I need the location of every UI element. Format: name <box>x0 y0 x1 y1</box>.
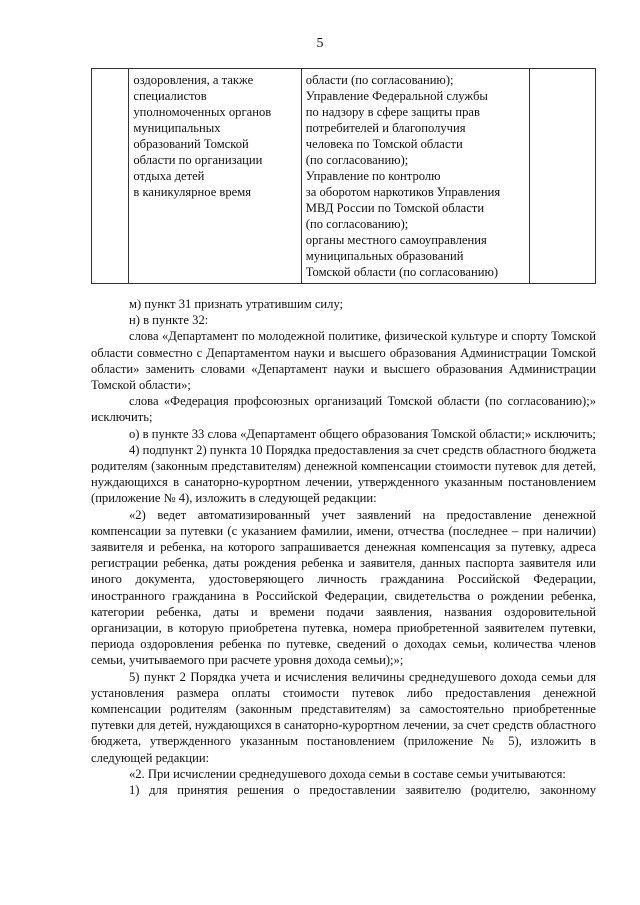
table-cell-line: (по согласованию); <box>305 217 409 231</box>
document-body <box>91 296 596 798</box>
table-cell-line: муниципальных образований <box>305 249 464 263</box>
table-cell-line: отдыха детей <box>133 169 205 183</box>
table-cell-line: Томской области (по согласованию) <box>305 265 499 279</box>
paragraph: м) пункт 31 признать утратившим силу; <box>129 297 344 311</box>
table-cell-line: Управление по контролю <box>305 169 441 183</box>
table-cell-line: в каникулярное время <box>133 185 252 199</box>
paragraph: н) в пункте 32: <box>129 313 209 328</box>
table-row <box>92 69 596 284</box>
paragraph: слова «Федерация профсоюзных организаций Томской области (по согласованию);» исключить; <box>91 394 596 425</box>
table-cell-line: уполномоченных органов <box>133 105 272 119</box>
table-cell-empty-4 <box>530 69 596 284</box>
paragraph: 1) для принятия решения о предоставлении заявителю (родителю, законному <box>129 783 596 798</box>
table-cell-empty-1 <box>92 69 129 284</box>
table-cell-line: органы местного самоуправления <box>305 233 487 247</box>
table-cell-line: оздоровления, а также <box>133 73 254 87</box>
table-cell-activity <box>129 69 301 284</box>
table-cell-line: области (по согласованию); <box>305 73 454 87</box>
table-cell-participants <box>301 69 529 284</box>
paragraph: о) в пункте 33 слова «Департамент общего образования Томской области;» исключить; <box>129 426 596 441</box>
table-cell-line: области по организации <box>133 153 263 167</box>
table-cell-line: МВД России по Томской области <box>305 201 485 215</box>
table-cell-line: образований Томской <box>133 137 249 151</box>
table-cell-line: муниципальных <box>133 121 221 135</box>
table-cell-line: Управление Федеральной службы <box>305 89 488 103</box>
paragraph: 5) пункт 2 Порядка учета и исчисления величины среднедушевого дохода семьи для установления размера оплаты стоимости путевок либо предоставления денежной компенсации родителям (законным представителям) за самостоятельно приобретенные путевки для детей, нуждающихся в санаторно-курортном лечении, за счет средств областного бюджета, утвержденного указанным постановлением (приложение № 5), изложить в следующей редакции: <box>91 669 596 765</box>
table-cell-line: потребителей и благополучия <box>305 121 466 135</box>
paragraph: слова «Департамент по молодежной политике, физической культуре и спорту Томской области совместно с Департаментом науки и высшего образования Администрации Томской области» заменить словами «Департамент науки и высшего образования Администрации Томской области»; <box>91 329 596 393</box>
table-cell-line: человека по Томской области <box>305 137 463 151</box>
paragraph: «2. При исчислении среднедушевого дохода семьи в составе семьи учитываются: <box>129 766 566 781</box>
table-cell-line: (по согласованию); <box>305 153 409 167</box>
table-cell-line: за оборотом наркотиков Управления <box>305 185 501 199</box>
paragraph: 4) подпункт 2) пункта 10 Порядка предоставления за счет средств областного бюджета родителям (законным представителям) денежной компенсации стоимости путевок для детей, нуждающихся в санаторно-курортном лечении, утвержденного указанным постановлением (приложение № 4), изложить в следующей редакции: <box>91 442 596 506</box>
table-cell-line: специалистов <box>133 89 207 103</box>
paragraph: «2) ведет автоматизированный учет заявлений на предоставление денежной компенсации за путевки (с указанием фамилии, имени, отчества (последнее – при наличии) заявителя и ребенка, на которого запрашивается денежная компенсация за путевку, адреса регистрации ребенка, даты рождения ребенка и заявителя, данных паспорта заявителя или иного документа, удостоверяющего личность гражданина Российской Федерации, иностранного гражданина в Российской Федерации, свидетельства о рождении ребенка, категории ребенка, даты и времени подачи заявления, названия оздоровительной организации, в которую приобретена путевка, номера приобретенной заявителем путевки, периода оздоровления ребенка по путевке, сведений о доходах семьи, количества членов семьи, учитываемого при расчете уровня дохода семьи);»; <box>91 507 596 668</box>
table-cell-line: по надзору в сфере защиты прав <box>305 105 480 119</box>
responsible-table <box>91 68 596 284</box>
page-number: 5 <box>316 36 324 51</box>
